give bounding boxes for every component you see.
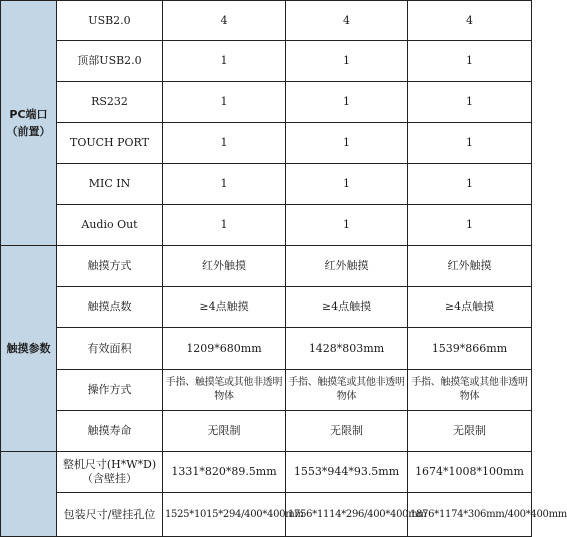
cell-value: 1331*820*89.5mm	[163, 452, 286, 493]
cell-value: 1	[408, 82, 532, 123]
cell-value: ≥4点触摸	[286, 287, 408, 328]
cell-value: 1	[408, 164, 532, 205]
cell-value: 1	[163, 164, 286, 205]
table-row	[1, 452, 532, 493]
row-label-unit-size: 整机尺寸(H*W*D)（含壁挂）	[57, 452, 163, 493]
row-label-top-usb20: 顶部USB2.0	[57, 41, 163, 82]
table-row	[1, 82, 532, 123]
cell-value: ≥4点触摸	[408, 287, 532, 328]
cell-value: 1539*866mm	[408, 328, 532, 370]
row-label-touch-port: TOUCH PORT	[57, 123, 163, 164]
cell-value: 1553*944*93.5mm	[286, 452, 408, 493]
cell-value: 4	[286, 1, 408, 41]
table-row	[1, 123, 532, 164]
cell-value: 无限制	[408, 411, 532, 452]
row-label-usb20: USB2.0	[57, 1, 163, 41]
table-row	[1, 287, 532, 328]
cell-value: 1209*680mm	[163, 328, 286, 370]
cell-value: 1876*1174*306mm/400*400mm	[408, 493, 532, 537]
cell-value: 红外触摸	[163, 246, 286, 287]
cell-value: 1	[408, 205, 532, 246]
table-row	[1, 205, 532, 246]
cell-value: 1428*803mm	[286, 328, 408, 370]
cell-value: 1525*1015*294/400*400mm	[163, 493, 286, 537]
group-cell-pc-ports	[1, 1, 57, 246]
cell-value: 无限制	[163, 411, 286, 452]
row-label-audio-out: Audio Out	[57, 205, 163, 246]
cell-value: 1	[163, 41, 286, 82]
cell-value: 1	[286, 164, 408, 205]
group-cell-touch-params	[1, 246, 57, 452]
cell-value: 1	[286, 205, 408, 246]
row-label-package: 包装尺寸/壁挂孔位	[57, 493, 163, 537]
group-label-line1: PC端口	[9, 108, 48, 121]
row-label-active-area: 有效面积	[57, 328, 163, 370]
cell-value: 1	[408, 41, 532, 82]
table-row	[1, 41, 532, 82]
cell-value: 手指、触摸笔或其他非透明物体	[286, 370, 408, 411]
cell-value: ≥4点触摸	[163, 287, 286, 328]
cell-value: 1	[408, 123, 532, 164]
cell-value: 1	[163, 123, 286, 164]
cell-value: 1	[286, 82, 408, 123]
cell-value: 手指、触摸笔或其他非透明物体	[163, 370, 286, 411]
table-row	[1, 493, 532, 537]
row-label-touch-mode: 触摸方式	[57, 246, 163, 287]
row-label-mic-in: MIC IN	[57, 164, 163, 205]
cell-value: 无限制	[286, 411, 408, 452]
table-row	[1, 1, 532, 41]
table-row	[1, 370, 532, 411]
cell-value: 1674*1008*100mm	[408, 452, 532, 493]
row-label-operation: 操作方式	[57, 370, 163, 411]
cell-value: 红外触摸	[408, 246, 532, 287]
group-label: 触摸参数	[6, 342, 51, 355]
table-row	[1, 164, 532, 205]
cell-value: 1	[163, 82, 286, 123]
cell-value: 1	[163, 205, 286, 246]
table-row	[1, 411, 532, 452]
cell-value: 红外触摸	[286, 246, 408, 287]
cell-value: 1	[286, 41, 408, 82]
cell-value: 手指、触摸笔或其他非透明物体	[408, 370, 532, 411]
group-cell-dimensions	[1, 452, 57, 537]
group-label-line2: （前置）	[6, 125, 51, 138]
cell-value: 1756*1114*296/400*400mm	[286, 493, 408, 537]
row-label-touch-points: 触摸点数	[57, 287, 163, 328]
row-label-rs232: RS232	[57, 82, 163, 123]
table-row	[1, 246, 532, 287]
cell-value: 4	[408, 1, 532, 41]
row-label-lifespan: 触摸寿命	[57, 411, 163, 452]
cell-value: 1	[286, 123, 408, 164]
table-row	[1, 328, 532, 370]
cell-value: 4	[163, 1, 286, 41]
